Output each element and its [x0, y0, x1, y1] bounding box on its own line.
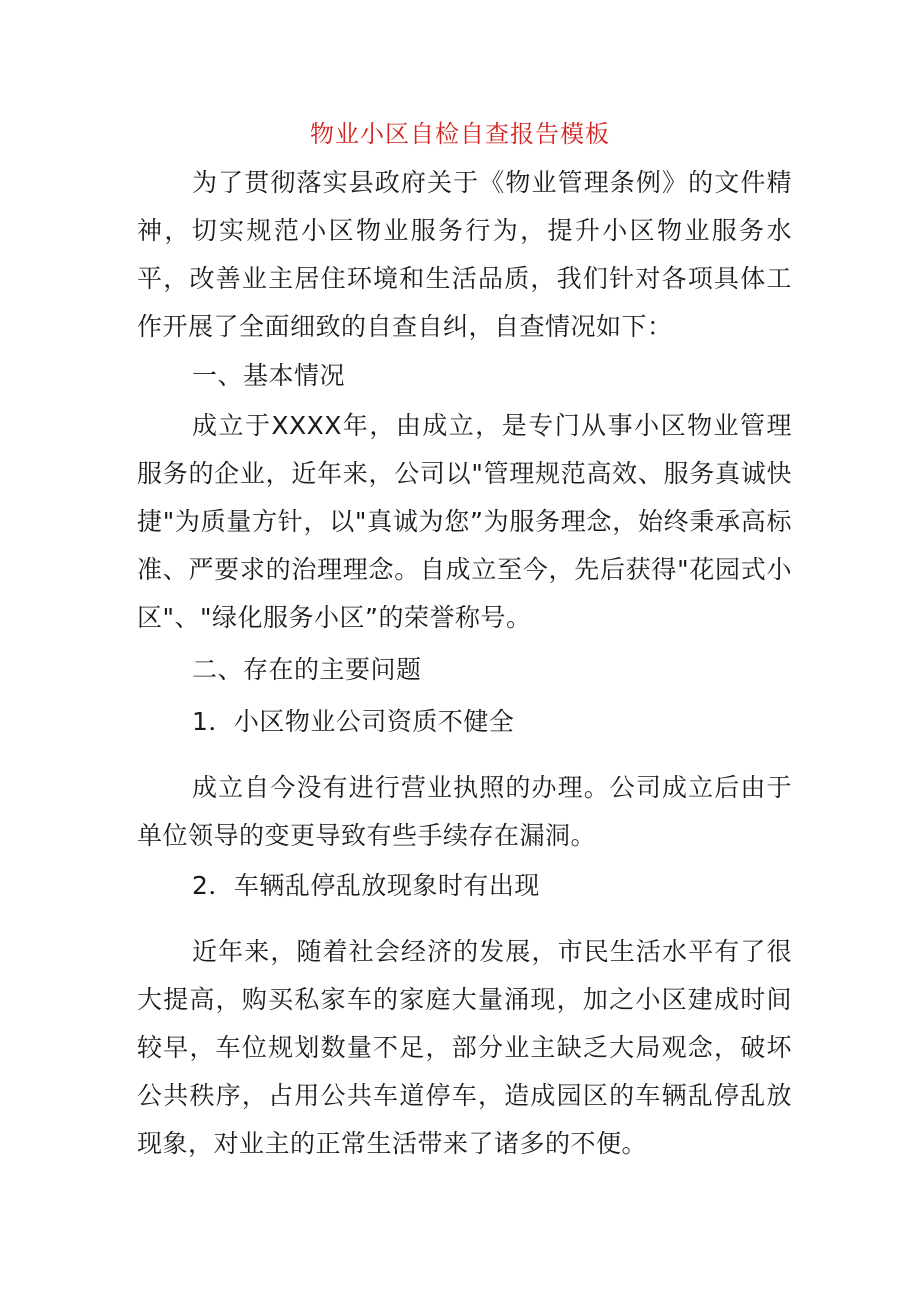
- item1-paragraph: 成立自今没有进行营业执照的办理。公司成立后由于单位领导的变更导致有些手续存在漏洞。: [137, 773, 792, 850]
- item1-heading: 1．小区物业公司资质不健全: [192, 707, 515, 736]
- section1-heading: 一、基本情况: [192, 361, 346, 390]
- intro-paragraph: 为了贯彻落实县政府关于《物业管理条例》的文件精神，切实规范小区物业服务行为，提升小区物业服务水平，改善业主居住环境和生活品质，我们针对各项具体工作开展了全面细致的自查自纠，自查情况如下：: [137, 168, 792, 341]
- section2-heading: 二、存在的主要问题: [192, 655, 422, 684]
- item2-heading: 2．车辆乱停乱放现象时有出现: [192, 871, 540, 900]
- item2-paragraph: 近年来，随着社会经济的发展，市民生活水平有了很大提高，购买私家车的家庭大量涌现，加之小区建成时间较早，车位规划数量不足，部分业主缺乏大局观念，破坏公共秩序，占用公共车道停车，造成园区的车辆乱停乱放现象，对业主的正常生活带来了诸多的不便。: [137, 937, 792, 1158]
- document-title: 物业小区自检自查报告模板: [310, 120, 610, 148]
- section1-paragraph: 成立于XXXX年，由成立，是专门从事小区物业管理服务的企业，近年来，公司以"管理规范高效、服务真诚快捷"为质量方针，以"真诚为您”为服务理念，始终秉承高标准、严要求的治理理念。自成立至今，先后获得"花园式小区"、"绿化服务小区”的荣誉称号。: [137, 411, 792, 632]
